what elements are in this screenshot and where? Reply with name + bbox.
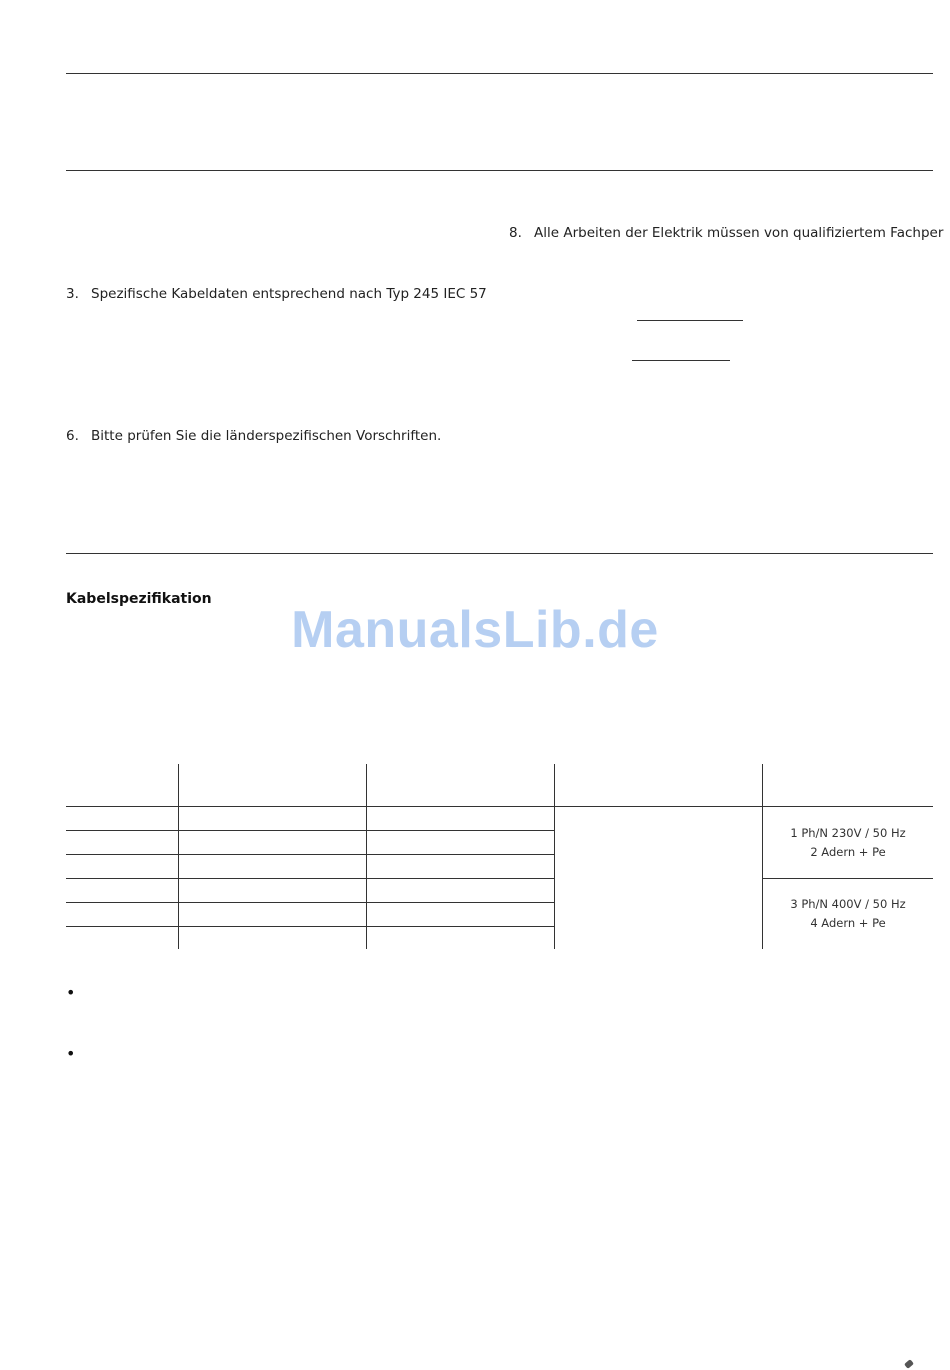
- watermark: ManualsLib.de: [291, 601, 659, 659]
- table-row-rule: [66, 926, 554, 927]
- section-heading: Kabelspezifikation: [66, 591, 212, 607]
- supply-phase-voltage: 3 Ph/N 400V / 50 Hz: [790, 897, 906, 911]
- supply-conductors: 2 Adern + Pe: [810, 845, 886, 859]
- table-row-rule: [66, 854, 554, 855]
- table-column-divider: [366, 764, 367, 949]
- list-item-3: [66, 286, 487, 302]
- bullet-point: •: [66, 983, 76, 1002]
- section-divider: [66, 73, 933, 74]
- supply-cell-1ph: [763, 824, 933, 862]
- table-header-rule: [66, 806, 933, 807]
- fill-in-line: [632, 360, 730, 361]
- supply-conductors: 4 Adern + Pe: [810, 916, 886, 930]
- supply-phase-voltage: 1 Ph/N 230V / 50 Hz: [790, 826, 906, 840]
- fill-in-line: [637, 320, 743, 321]
- table-row-rule: [66, 878, 554, 879]
- table-row-rule: [762, 878, 933, 879]
- table-row-rule: [66, 830, 554, 831]
- table-column-divider: [554, 764, 555, 949]
- list-number: 8.: [509, 225, 522, 241]
- leaf-logo-icon: [904, 1359, 914, 1369]
- list-item-8: [509, 225, 943, 241]
- list-text: Bitte prüfen Sie die länderspezifischen Vorschriften.: [91, 428, 442, 444]
- table-row-rule: [66, 902, 554, 903]
- table-column-divider: [178, 764, 179, 949]
- list-number: 3.: [66, 286, 79, 302]
- list-text: Spezifische Kabeldaten entsprechend nach Typ 245 IEC 57: [91, 286, 487, 302]
- section-divider: [66, 170, 933, 171]
- list-number: 6.: [66, 428, 79, 444]
- bullet-point: •: [66, 1044, 76, 1063]
- section-divider: [66, 553, 933, 554]
- list-item-6: [66, 428, 441, 444]
- supply-cell-3ph: [763, 895, 933, 933]
- list-text: Alle Arbeiten der Elektrik müssen von qualifiziertem Fachper: [534, 225, 944, 241]
